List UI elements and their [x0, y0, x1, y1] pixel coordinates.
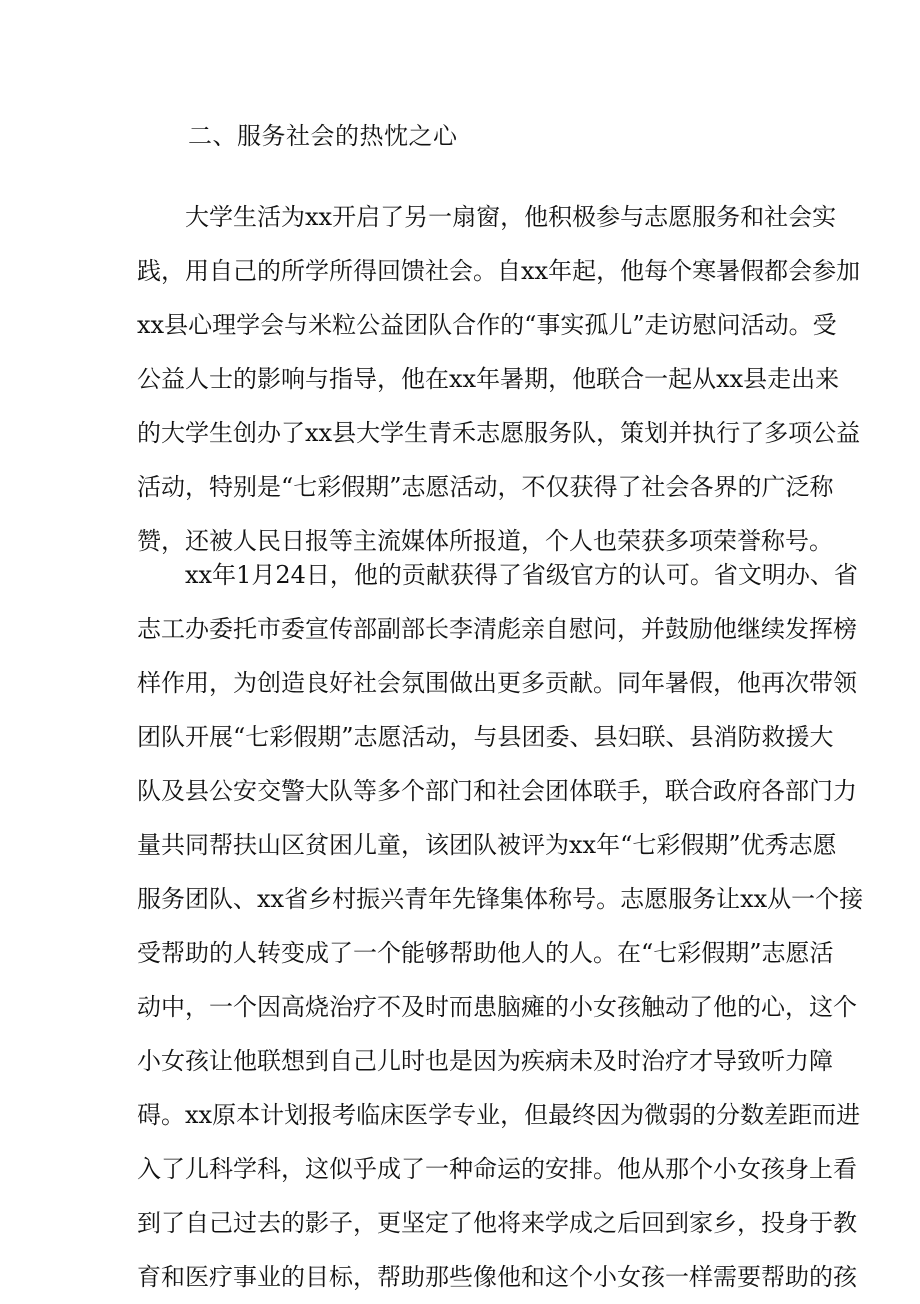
text-line: 入了儿科学科，这似乎成了一种命运的安排。他从那个小女孩身上看: [137, 1155, 857, 1183]
text-line: 践，用自己的所学所得回馈社会。自xx年起，他每个寒暑假都会参加: [137, 257, 861, 285]
text-line: 大学生活为xx开启了另一扇窗，他积极参与志愿服务和社会实: [185, 203, 837, 231]
text-line: xx县心理学会与米粒公益团队合作的“事实孤儿”走访慰问活动。受: [137, 311, 837, 339]
text-line: 受帮助的人转变成了一个能够帮助他人的人。在“七彩假期”志愿活: [137, 939, 834, 967]
body-paragraph: [137, 548, 864, 1304]
text-line: 赞，还被人民日报等主流媒体所报道，个人也荣获多项荣誉称号。: [137, 527, 833, 555]
text-line: 动中，一个因高烧治疗不及时而患脑瘫的小女孩触动了他的心，这个: [137, 993, 857, 1021]
text-line: 活动，特别是“七彩假期”志愿活动，不仅获得了社会各界的广泛称: [137, 473, 834, 501]
text-line: 的大学生创办了xx县大学生青禾志愿服务队，策划并执行了多项公益: [137, 419, 861, 447]
text-line: 团队开展“七彩假期”志愿活动，与县团委、县妇联、县消防救援大: [137, 723, 834, 751]
section-heading: 二、服务社会的热忱之心: [188, 122, 458, 150]
text-line: 队及县公安交警大队等多个部门和社会团体联手，联合政府各部门力: [137, 777, 857, 805]
text-line: 量共同帮扶山区贫困儿童，该团队被评为xx年“七彩假期”优秀志愿: [137, 831, 837, 859]
text-line: 样作用，为创造良好社会氛围做出更多贡献。同年暑假，他再次带领: [137, 669, 857, 697]
body-paragraph: [137, 190, 861, 568]
text-line: 公益人士的影响与指导，他在xx年暑期，他联合一起从xx县走出来: [137, 365, 840, 393]
text-line: xx年1月24日，他的贡献获得了省级官方的认可。省文明办、省: [185, 561, 858, 589]
text-line: 碍。xx原本计划报考临床医学专业，但最终因为微弱的分数差距而进: [137, 1101, 861, 1129]
text-line: 到了自己过去的影子，更坚定了他将来学成之后回到家乡，投身于教: [137, 1209, 857, 1237]
text-line: 服务团队、xx省乡村振兴青年先锋集体称号。志愿服务让xx从一个接: [137, 885, 864, 913]
text-line: 小女孩让他联想到自己儿时也是因为疾病未及时治疗才导致听力障: [137, 1047, 833, 1075]
text-line: 志工办委托市委宣传部副部长李清彪亲自慰问，并鼓励他继续发挥榜: [137, 615, 857, 643]
text-line: 育和医疗事业的目标，帮助那些像他和这个小女孩一样需要帮助的孩: [137, 1263, 857, 1291]
